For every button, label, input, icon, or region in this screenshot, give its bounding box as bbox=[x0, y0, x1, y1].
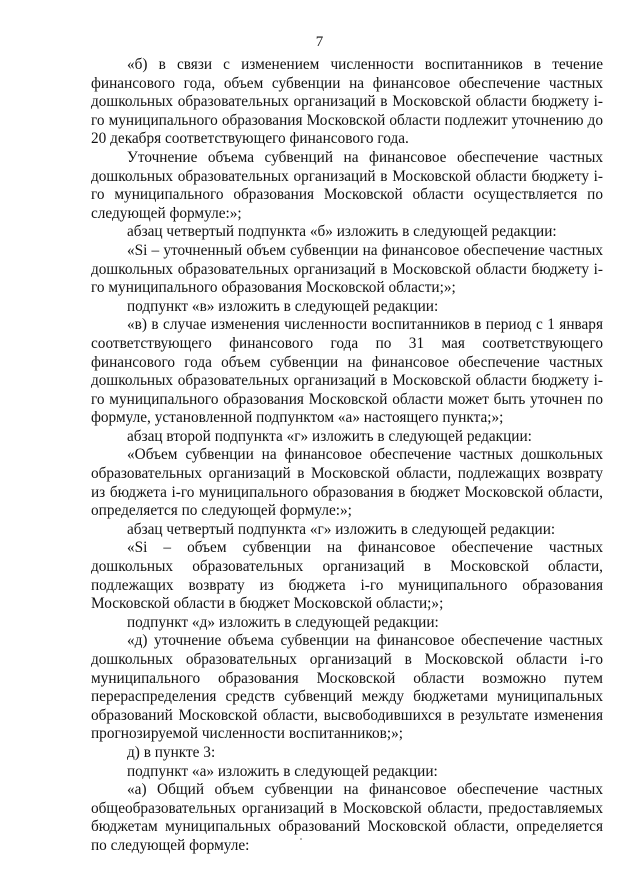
paragraph-3: абзац четвертый подпункта «б» изложить в следующей редакции: bbox=[127, 223, 557, 241]
paragraph-1: «б) в связи с изменением численности воспитанников в течение финансового года, объем субвенции на финансовое обеспечение частных дошкольных образовательных организаций в Московской области бюджету i-го муниципального образования Московской области подлежит уточнению до 20 декабря соответствующего финансового года. bbox=[91, 56, 603, 148]
paragraph-4: «Si – уточненный объем субвенции на финансовое обеспечение частных дошкольных образовательных организаций в Московской области бюджету i-го муниципального образования Московской области;»; bbox=[91, 241, 603, 297]
paragraph-10: «Si – объем субвенции на финансовое обеспечение частных дошкольных образовательных организаций в Московской области, подлежащих возврату из бюджета i-го муниципального образования Московской области в бюджет Московской области;»; bbox=[91, 539, 603, 613]
paragraph-11: подпункт «д» изложить в следующей редакции: bbox=[127, 613, 439, 631]
scan-speck bbox=[300, 838, 302, 840]
paragraph-8: «Объем субвенции на финансовое обеспечение частных дошкольных образовательных организаций в Московской области, подлежащих возврату из бюджета i-го муниципального образования в бюджет Московской области, определяется по следующей формуле:»; bbox=[91, 446, 603, 520]
document-body bbox=[91, 56, 603, 856]
paragraph-14: подпункт «а» изложить в следующей редакции: bbox=[127, 762, 438, 780]
paragraph-9: абзац четвертый подпункта «г» изложить в следующей редакции: bbox=[127, 520, 556, 538]
paragraph-12: «д) уточнение объема субвенции на финансовое обеспечение частных дошкольных образовательных организаций в Московской области i-го муниципального образования Московской области возможно путем перераспределения средств субвенций между бюджетами муниципальных образований Московской области, высвободившихся в результате изменения прогнозируемой численности воспитанников;»; bbox=[91, 632, 603, 743]
paragraph-6: «в) в случае изменения численности воспитанников в период с 1 января соответствующего финансового года по 31 мая соответствующего финансового года объем субвенции на финансовое обеспечение частных дошкольных образовательных организаций в Московской области бюджету i-го муниципального образования Московской области может быть уточнен по формуле, установленной подпунктом «а» настоящего пункта;»; bbox=[91, 316, 603, 427]
paragraph-13: д) в пункте 3: bbox=[127, 743, 216, 761]
paragraph-5: подпункт «в» изложить в следующей редакции: bbox=[127, 297, 439, 315]
page-number: 7 bbox=[315, 34, 324, 50]
paragraph-7: абзац второй подпункта «г» изложить в следующей редакции: bbox=[127, 427, 532, 445]
paragraph-2: Уточнение объема субвенций на финансовое обеспечение частных дошкольных образовательных организаций в Московской области бюджету i-го муниципального образования Московской области осуществляется по следующей формуле:»; bbox=[91, 148, 603, 222]
paragraph-15: «а) Общий объем субвенции на финансовое обеспечение частных общеобразовательных организаций в Московской области, предоставляемых бюджетам муниципальных образований Московской области, определяется по следующей формуле: bbox=[91, 781, 603, 854]
